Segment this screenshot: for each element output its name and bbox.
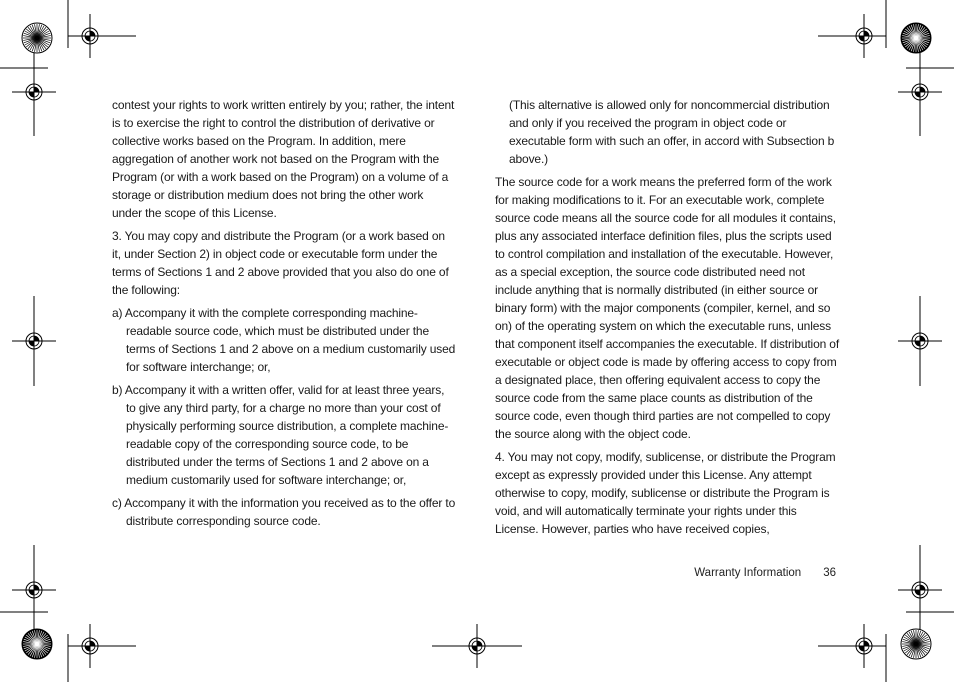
- starburst-bottom-right: [901, 629, 931, 659]
- registration-mark-top-left-outer: [12, 70, 56, 114]
- paragraph-scope: contest your rights to work written entirely by you; rather, the intent is to exercise the right to control the distribution of derivative or collective works based on the Program. In addition, mere aggregation of another work not based on the Program with the Program (or with a work based on the Program) on a volume of a storage or distribution medium does not bring the other work under the scope of this License.: [112, 98, 455, 220]
- starburst-bottom-left: [22, 629, 52, 659]
- starburst-top-right: [901, 23, 931, 53]
- list-item-b: b) Accompany it with a written offer, valid for at least three years, to give any third party, for a charge no more than your cost of physically performing source distribution, a complete machine-readable copy of the corresponding source code, to be distributed under the terms of Sections 1 and 2 above on a medium customarily used for software interchange; or,: [112, 383, 449, 487]
- registration-mark-middle-left: [12, 319, 56, 363]
- paragraph-source-code: The source code for a work means the preferred form of the work for making modifications to it. For an executable work, complete source code means all the source code for all modules it contains, plus any associated interface definition files, plus the scripts used to control compilation and installation of the executable. However, as a special exception, the source code distributed need not include anything that is normally distributed (in either source or binary form) with the major components (compiler, kernel, and so on) of the operating system on which the executable runs, unless that component itself accompanies the executable. If distribution of executable or object code is made by offering access to copy from a designated place, then offering equivalent access to copy the source code from the same place counts as distribution of the source code, even though third parties are not compelled to copy the source along with the object code.: [495, 175, 840, 441]
- list-item-c: c) Accompany it with the information you received as to the offer to distribute corresponding source code.: [112, 496, 456, 528]
- registration-mark-bottom-right-inner: [842, 624, 886, 668]
- registration-mark-top-left-inner: [68, 14, 112, 58]
- registration-mark-bottom-center: [455, 624, 499, 668]
- registration-mark-top-right-inner: [842, 14, 886, 58]
- starburst-top-left: [22, 23, 52, 53]
- registration-mark-bottom-left-inner: [68, 624, 112, 668]
- registration-mark-bottom-left-outer: [12, 568, 56, 612]
- paragraph-section-4: 4. You may not copy, modify, sublicense, or distribute the Program except as expressly provided under this License. Any attempt otherwise to copy, modify, sublicense or distribute the Program is void, and will automatically terminate your rights under this License. However, parties who have received copies,: [495, 450, 836, 536]
- registration-mark-bottom-right-outer: [898, 568, 942, 612]
- page-footer: [694, 566, 836, 580]
- registration-mark-middle-right: [898, 319, 942, 363]
- footer-section-title: Warranty Information: [694, 567, 802, 579]
- paragraph-section-3: 3. You may copy and distribute the Program (or a work based on it, under Section 2) in object code or executable form under the terms of Sections 1 and 2 above provided that you also do one of the following:: [112, 229, 449, 297]
- right-column: [495, 96, 840, 538]
- registration-mark-top-right-outer: [898, 70, 942, 114]
- page-number: 36: [823, 567, 836, 579]
- paragraph-noncommercial-note: (This alternative is allowed only for noncommercial distribution and only if you received the program in object code or executable form with such an offer, in accord with Subsection b above.): [509, 98, 835, 166]
- left-column: [112, 96, 456, 530]
- list-item-a: a) Accompany it with the complete corresponding machine-readable source code, which must be distributed under the terms of Sections 1 and 2 above on a medium customarily used for software interchange; or,: [112, 306, 456, 374]
